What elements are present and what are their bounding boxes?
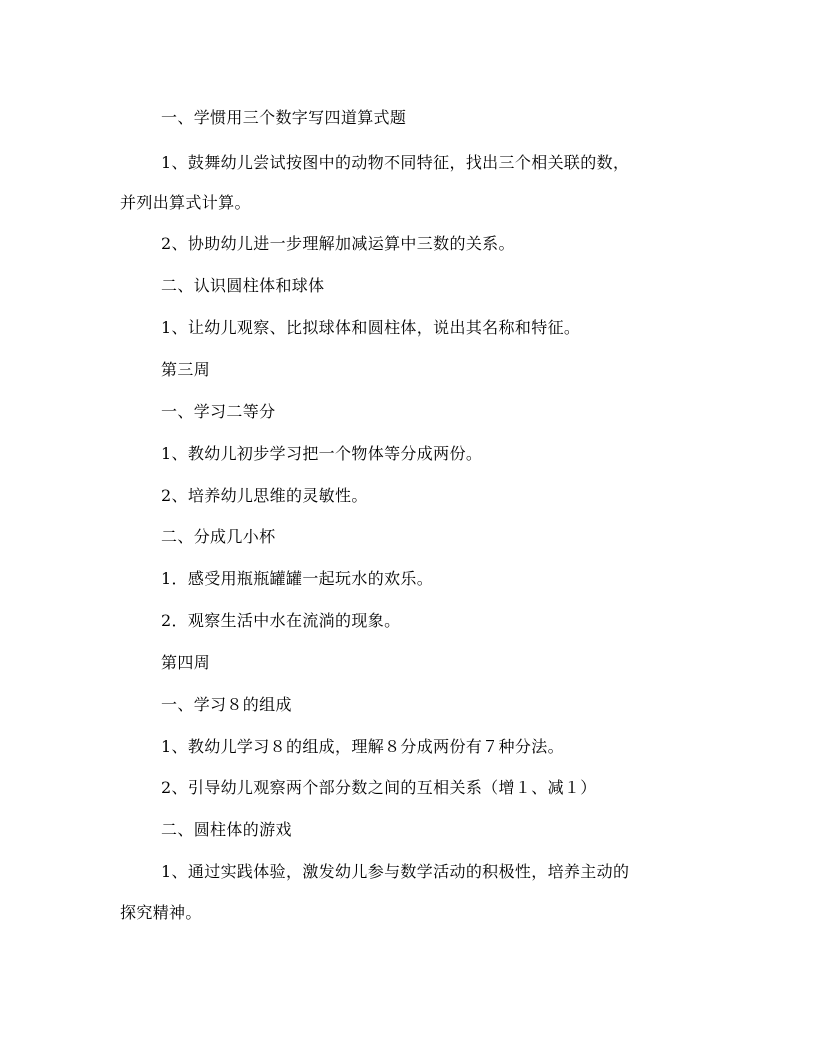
paragraph-line: 1、教幼儿初步学习把一个物体等分成两份。 xyxy=(161,444,483,463)
paragraph-line: 1．感受用瓶瓶罐罐一起玩水的欢乐。 xyxy=(161,569,434,588)
paragraph-line: 1、让幼儿观察、比拟球体和圆柱体，说出其名称和特征。 xyxy=(161,318,581,337)
paragraph-line: 1、鼓舞幼儿尝试按图中的动物不同特征，找出三个相关联的数， xyxy=(161,153,630,172)
section-heading-cylinder-sphere: 二、认识圆柱体和球体 xyxy=(161,276,325,295)
paragraph-line: 2、协助幼儿进一步理解加减运算中三数的关系。 xyxy=(161,234,515,253)
paragraph-line-continuation: 探究精神。 xyxy=(120,903,202,922)
paragraph-line: 2．观察生活中水在流淌的现象。 xyxy=(161,611,401,630)
paragraph-line: 1、教幼儿学习８的组成，理解８分成两份有７种分法。 xyxy=(161,737,564,756)
week-heading-four: 第四周 xyxy=(161,653,211,672)
section-heading-cups: 二、分成几小杯 xyxy=(161,527,276,546)
paragraph-line: 2、引导幼儿观察两个部分数之间的互相关系（增１、减１） xyxy=(161,778,597,797)
paragraph-line-continuation: 并列出算式计算。 xyxy=(120,193,251,212)
section-heading-halving: 一、学习二等分 xyxy=(161,402,276,421)
paragraph-line: 1、通过实践体验，激发幼儿参与数学活动的积极性，培养主动的 xyxy=(161,862,630,881)
week-heading-three: 第三周 xyxy=(161,360,211,379)
paragraph-line: 2、培养幼儿思维的灵敏性。 xyxy=(161,486,368,505)
section-heading-three-numbers: 一、学惯用三个数字写四道算式题 xyxy=(161,108,407,127)
section-heading-cylinder-game: 二、圆柱体的游戏 xyxy=(161,820,292,839)
section-heading-composition-of-eight: 一、学习８的组成 xyxy=(161,695,292,714)
